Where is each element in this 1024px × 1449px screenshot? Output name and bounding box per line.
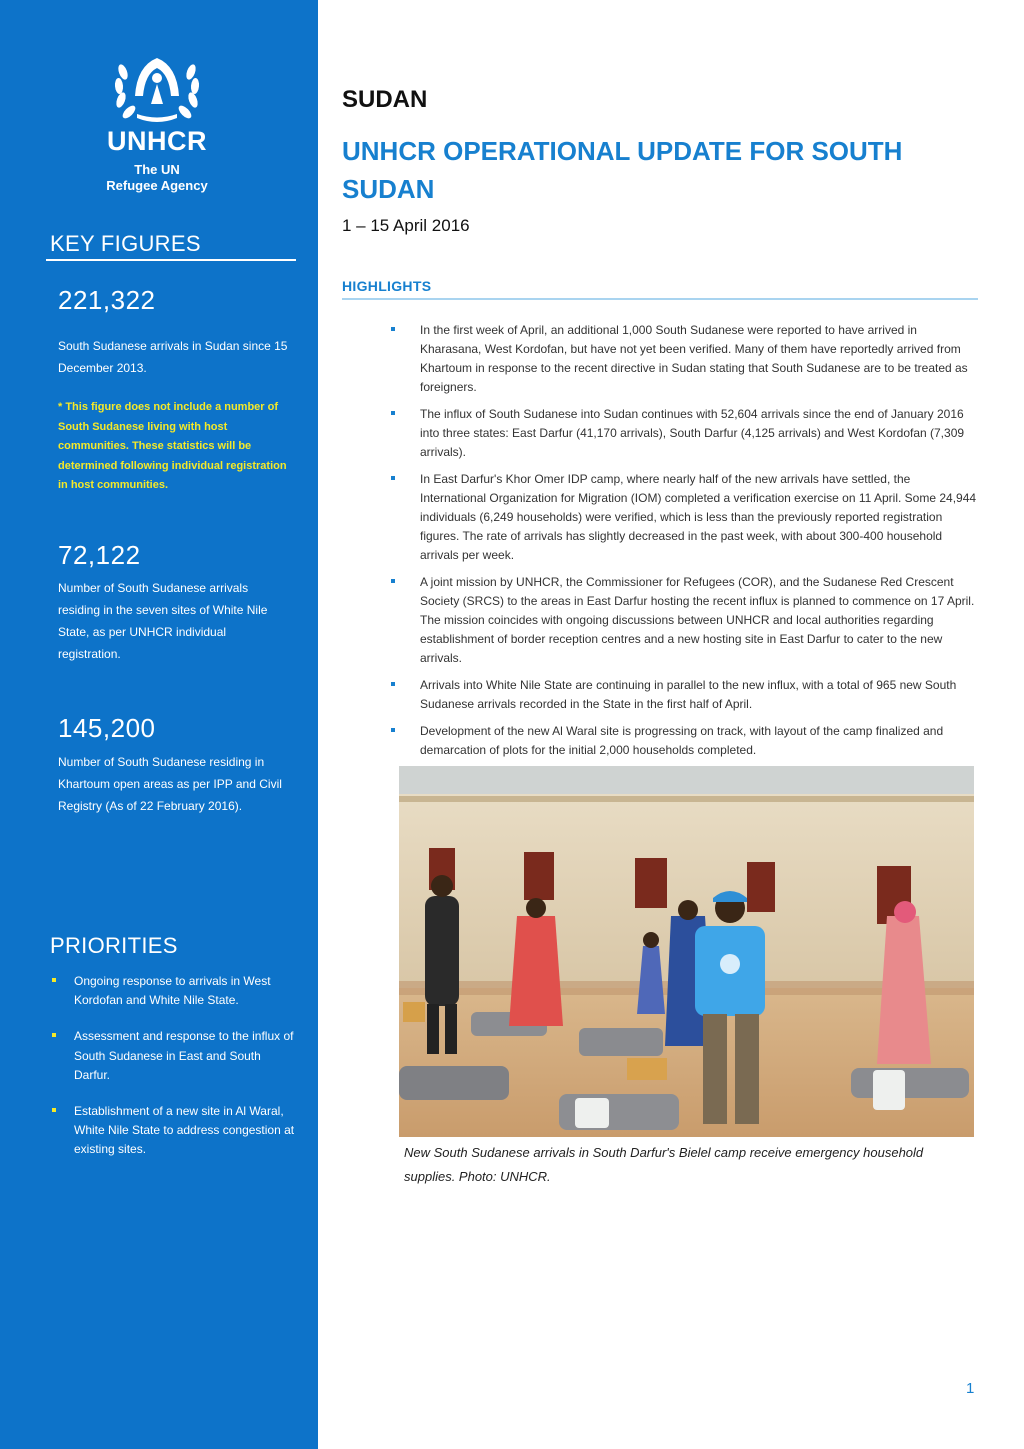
priorities-heading: PRIORITIES [50,933,178,958]
figure-value-3: 145,200 [58,713,156,743]
report-date: 1 – 15 April 2016 [342,216,470,235]
highlight-item [388,321,978,397]
priority-item [50,1102,300,1160]
highlight-item [388,573,978,668]
bullet-icon [52,1033,56,1037]
highlights-divider [342,298,978,300]
figure-value-1: 221,322 [58,285,156,315]
figure-footnote: * This figure does not include a number of South Sudanese living with host communities. These statistics will be determined following individual registration in host communities. [58,401,287,492]
country-heading: SUDAN [342,86,428,113]
highlight-item [388,470,978,565]
bullet-icon [391,327,395,331]
priority-item [50,972,300,1010]
highlight-text: The influx of South Sudanese into Sudan continues with 52,604 arrivals since the end of January 2016 into three states: East Darfur (41,170 arrivals), South Darfur (4,125 arrivals) and West Kordofan (7,309 arrivals). [420,407,965,459]
page-number: 1 [966,1380,975,1397]
highlight-text: Arrivals into White Nile State are continuing in parallel to the new influx, with a total of 965 new South Sudanese arrivals recorded in the State in the first half of April. [420,678,957,711]
key-figures-heading: KEY FIGURES [50,231,201,256]
bullet-icon [391,682,395,686]
highlight-item [388,676,978,714]
camp-photo [399,766,974,1137]
priority-text: Establishment of a new site in Al Waral, White Nile State to address congestion at existing sites. [74,1104,295,1157]
logo-subtitle-line-1: The UN [134,162,180,177]
priority-item [50,1027,300,1085]
highlight-text: A joint mission by UNHCR, the Commissioner for Refugees (COR), and the Sudanese Red Crescent Society (SRCS) to the areas in East Darfur hosting the recent influx is planned to commence on 17 April. The mission coincides with ongoing discussions between UNHCR and local authorities regarding establishment of border reception centres and a new hosting site in East Darfur to cater to the new arrivals. [420,575,975,665]
sidebar [0,0,318,1449]
page-title: UNHCR OPERATIONAL UPDATE FOR SOUTH SUDAN [342,136,903,204]
highlight-text: Development of the new Al Waral site is progressing on track, with layout of the camp finalized and demarcation of plots for the initial 2,000 households completed. [420,724,944,757]
key-figures-divider [46,259,296,261]
figure-text-3: Number of South Sudanese residing in Khartoum open areas as per IPP and Civil Registry (As of 22 February 2016). [58,755,282,813]
highlights-heading: HIGHLIGHTS [342,278,432,294]
priorities-list [50,972,300,1177]
highlight-text: In the first week of April, an additional 1,000 South Sudanese were reported to have arrived in Kharasana, West Kordofan, but have not yet been verified. Many of them have reportedly arrived from Khartoum in response to the recent directive in Sudan stating that South Sudanese are to be treated as foreigners. [420,323,968,394]
figure-value-2: 72,122 [58,540,141,570]
bullet-icon [391,476,395,480]
bullet-icon [391,411,395,415]
highlight-item [388,722,978,760]
highlights-list [388,321,978,768]
bullet-icon [52,978,56,982]
figure-text-1: South Sudanese arrivals in Sudan since 15 December 2013. [58,339,288,375]
logo-wordmark: UNHCR [107,126,207,156]
bullet-icon [391,579,395,583]
logo-subtitle-line-2: Refugee Agency [106,178,208,193]
camp-photo-illustration [399,766,974,1137]
highlight-item [388,405,978,462]
logo-subtitle [94,162,220,194]
bullet-icon [52,1108,56,1112]
priority-text: Assessment and response to the influx of South Sudanese in East and South Darfur. [74,1029,294,1082]
unhcr-logo [94,46,220,200]
bullet-icon [391,728,395,732]
priority-text: Ongoing response to arrivals in West Kordofan and White Nile State. [74,974,271,1008]
unhcr-emblem-icon [107,46,207,126]
figure-text-2: Number of South Sudanese arrivals residing in the seven sites of White Nile State, as per UNHCR individual registration. [58,581,268,661]
photo-caption: New South Sudanese arrivals in South Darfur's Bielel camp receive emergency household supplies. Photo: UNHCR. [404,1145,924,1184]
highlight-text: In East Darfur's Khor Omer IDP camp, where nearly half of the new arrivals have settled, the International Organization for Migration (IOM) completed a verification exercise on 11 April. Some 24,944 individuals (6,249 households) were verified, which is less than the previously reported registration figures. The rate of arrivals has slightly decreased in the past week, with about 300-400 household arrivals per week. [420,472,977,562]
